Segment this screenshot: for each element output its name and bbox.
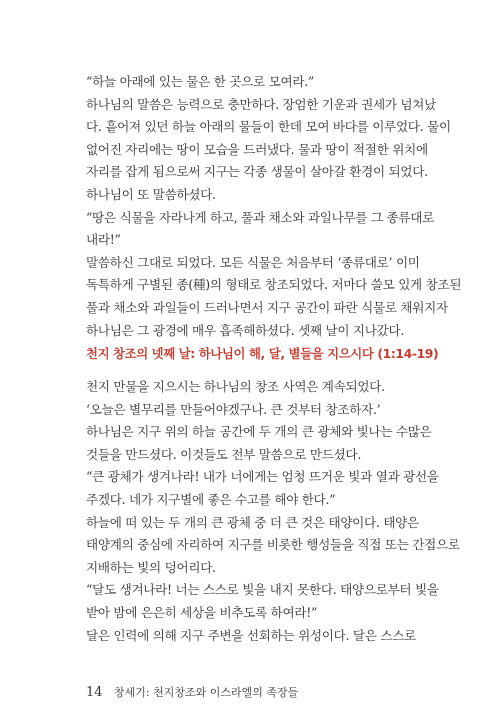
text-line: 태양계의 중심에 자리하여 지구를 비롯한 행성들을 직접 또는 간접으로	[86, 537, 460, 553]
text-line: “달도 생겨나라! 너는 스스로 빛을 내지 못한다. 태양으로부터 빛을	[86, 582, 439, 598]
paragraph-block-day4	[86, 376, 460, 647]
text-line: ‘오늘은 별무리를 만들어야겠구나. 큰 것부터 창조하자.’	[86, 401, 381, 417]
text-line: 말씀하신 그대로 되었다. 모든 식물은 처음부터 ‘종류대로’ 이미	[86, 254, 420, 270]
text-line: 받아 밤에 은은히 세상을 비추도록 하여라!”	[86, 604, 318, 620]
text-line: 하나님은 그 광경에 매우 흡족해하셨다. 셋째 날이 지나갔다.	[86, 322, 405, 338]
text-line: 다. 흩어져 있던 하늘 아래의 물들이 한데 모여 바다를 이루었다. 물이	[86, 119, 451, 135]
text-line: 천지 만물을 지으시는 하나님의 창조 사역은 계속되었다.	[86, 379, 385, 394]
text-line: 하나님이 또 말씀하셨다.	[86, 186, 216, 202]
text-line: 하나님의 말씀은 능력으로 충만하다. 장엄한 기운과 권세가 넘쳐났	[86, 96, 436, 112]
section-heading: 천지 창조의 넷째 날: 하나님이 해, 달, 별들을 지으시다 (1:14-19)	[86, 346, 439, 361]
page-number: 14	[86, 685, 103, 700]
text-line: 달은 인력에 의해 지구 주변을 선회하는 위성이다. 달은 스스로	[86, 627, 416, 643]
text-line: 독특하게 구별된 종(種)의 형태로 창조되었다. 저마다 쓸모 있게 창조된	[86, 277, 462, 293]
text-line: 것들을 만드셨다. 이것들도 전부 말씀으로 만드셨다.	[86, 446, 362, 462]
text-line: 하나님은 지구 위의 하늘 공간에 두 개의 큰 광체와 빛나는 수많은	[86, 424, 432, 440]
text-line: 풀과 채소와 과일들이 드러나면서 지구 공간이 파란 식물로 채워지자	[86, 299, 448, 315]
running-title: 창세기: 천지창조와 이스라엘의 족장들	[114, 686, 299, 699]
page-footer	[86, 684, 298, 700]
paragraph-block-day3	[86, 71, 462, 342]
text-line: “하늘 아래에 있는 물은 한 곳으로 모여라.”	[86, 74, 315, 89]
text-line: “큰 광체가 생겨나라! 내가 너에게는 엄청 뜨거운 빛과 열과 광선을	[86, 469, 439, 485]
text-line: 하늘에 떠 있는 두 개의 큰 광체 중 더 큰 것은 태양이다. 태양은	[86, 514, 419, 530]
text-line: 주겠다. 네가 지구별에 좋은 수고를 해야 한다.”	[86, 491, 336, 507]
text-line: 지배하는 빛의 덩어리다.	[86, 559, 216, 575]
text-line: 내라!”	[86, 232, 121, 248]
text-line: 없어진 자리에는 땅이 모습을 드러냈다. 물과 땅이 적절한 위치에	[86, 141, 428, 157]
text-line: “땅은 식물을 자라나게 하고, 풀과 채소와 과일나무를 그 종류대로	[86, 209, 434, 225]
text-line: 자리를 잡게 됨으로써 지구는 각종 생물이 살아갈 환경이 되었다.	[86, 164, 428, 180]
